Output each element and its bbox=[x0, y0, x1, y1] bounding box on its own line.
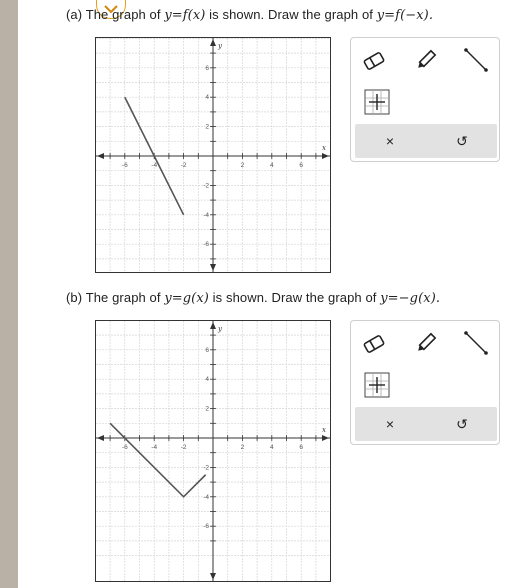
question-b-math1: y=g(x) bbox=[164, 291, 209, 306]
x-tick-label: -2 bbox=[180, 444, 187, 451]
y-tick-label: 6 bbox=[205, 64, 209, 72]
y-tick-label: -4 bbox=[203, 211, 209, 219]
x-tick-label: 4 bbox=[269, 444, 274, 451]
action-bar-b bbox=[355, 407, 497, 441]
x-axis-arrow bbox=[322, 435, 329, 441]
x-tick-label: 2 bbox=[240, 162, 245, 169]
pencil-icon[interactable] bbox=[413, 330, 439, 356]
question-a-math1: y=f(x) bbox=[164, 8, 206, 23]
x-tick-label: -6 bbox=[121, 444, 128, 451]
question-b-math2: y=−g(x). bbox=[380, 291, 441, 306]
y-tick-label: 4 bbox=[205, 94, 209, 102]
y-axis-arrow-down bbox=[210, 264, 216, 271]
clear-button[interactable]: × bbox=[385, 416, 395, 432]
x-axis-arrow bbox=[322, 153, 329, 159]
y-tick-label: 6 bbox=[205, 346, 209, 354]
tool-panel-a bbox=[350, 37, 500, 162]
clear-button[interactable]: × bbox=[385, 133, 395, 149]
y-tick-label: 2 bbox=[205, 123, 209, 131]
question-b bbox=[66, 290, 440, 306]
graph-b[interactable] bbox=[95, 320, 331, 582]
x-tick-label: -6 bbox=[121, 162, 128, 169]
x-tick-label: 4 bbox=[269, 162, 274, 169]
x-tick-label: 6 bbox=[299, 444, 304, 451]
y-tick-label: -4 bbox=[203, 493, 209, 501]
question-b-text1: The graph of bbox=[85, 290, 165, 305]
x-axis-label: x bbox=[322, 144, 326, 152]
question-a-label: (a) bbox=[66, 7, 83, 22]
x-tick-label: -4 bbox=[151, 444, 158, 451]
y-tick-label: -6 bbox=[203, 523, 209, 531]
eraser-icon[interactable] bbox=[361, 331, 387, 357]
eraser-icon[interactable] bbox=[361, 48, 387, 74]
x-tick-label: 6 bbox=[299, 162, 304, 169]
y-tick-label: -6 bbox=[203, 241, 209, 249]
line-segment-icon[interactable] bbox=[463, 330, 489, 356]
tool-panel-b bbox=[350, 320, 500, 445]
x-axis-arrow-left bbox=[97, 435, 104, 441]
graph-b-canvas[interactable] bbox=[96, 321, 330, 581]
action-bar-a bbox=[355, 124, 497, 158]
given-graph bbox=[110, 423, 206, 497]
undo-button[interactable]: ↺ bbox=[456, 415, 468, 432]
x-axis-arrow-left bbox=[97, 153, 104, 159]
undo-button[interactable]: ↺ bbox=[456, 132, 468, 149]
x-tick-label: 2 bbox=[240, 444, 245, 451]
y-axis-label: y bbox=[218, 42, 222, 50]
line-segment-icon[interactable] bbox=[463, 47, 489, 73]
y-tick-label: 4 bbox=[205, 376, 209, 384]
question-a-text2: is shown. Draw the graph of bbox=[205, 7, 377, 22]
x-axis-label: x bbox=[322, 426, 326, 434]
question-a-text1: The graph of bbox=[85, 7, 165, 22]
graph-a[interactable] bbox=[95, 37, 331, 273]
grid-point-icon[interactable] bbox=[364, 372, 390, 398]
x-tick-label: -4 bbox=[151, 162, 158, 169]
question-a-math2: y=f(−x). bbox=[376, 8, 434, 23]
pencil-icon[interactable] bbox=[413, 47, 439, 73]
left-scroll-strip bbox=[0, 0, 18, 588]
y-axis-arrow bbox=[210, 322, 216, 329]
x-tick-label: -2 bbox=[180, 162, 187, 169]
question-b-text2: is shown. Draw the graph of bbox=[208, 290, 381, 305]
y-axis-arrow-down bbox=[210, 573, 216, 580]
y-tick-label: -2 bbox=[203, 464, 209, 472]
y-axis-arrow bbox=[210, 39, 216, 46]
question-b-label: (b) bbox=[66, 290, 83, 305]
y-tick-label: 2 bbox=[205, 405, 209, 413]
y-tick-label: -2 bbox=[203, 182, 209, 190]
y-axis-label: y bbox=[218, 325, 222, 333]
grid-point-icon[interactable] bbox=[364, 89, 390, 115]
graph-a-canvas[interactable] bbox=[96, 38, 330, 272]
question-a bbox=[66, 7, 433, 23]
